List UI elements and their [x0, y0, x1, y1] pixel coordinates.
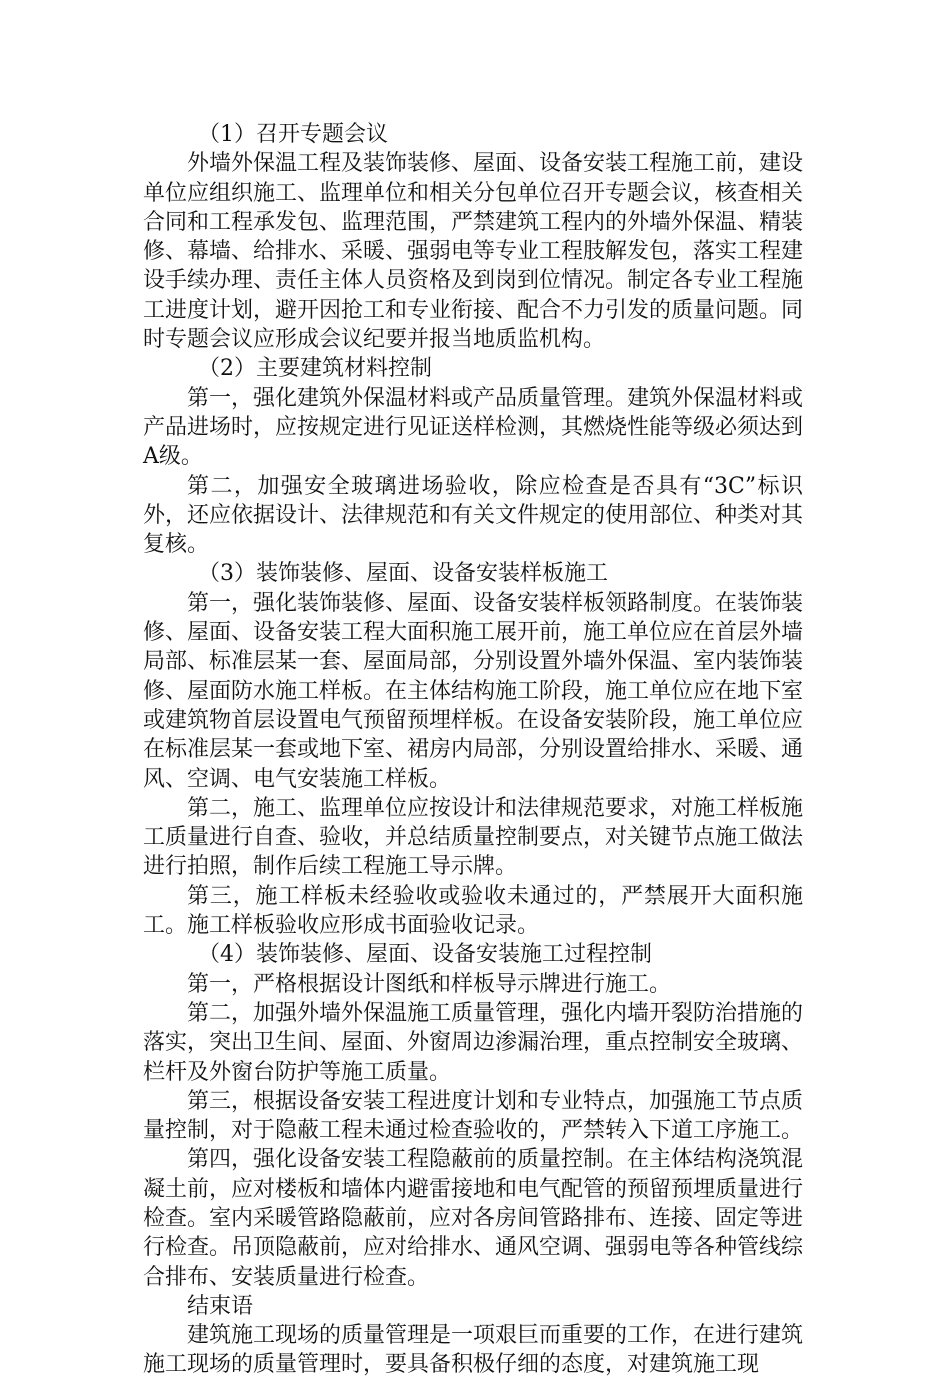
section-4-paragraph-3: 第三，根据设备安装工程进度计划和专业特点，加强施工节点质量控制，对于隐蔽工程未通过检查验收的，严禁转入下道工序施工。 [143, 1088, 804, 1144]
section-4-paragraph-1: 第一，严格根据设计图纸和样板导示牌进行施工。 [187, 971, 672, 997]
section-3-paragraph-1: 第一，强化装饰装修、屋面、设备安装样板领路制度。在装饰装修、屋面、设备安装工程大面积施工展开前，施工单位应在首层外墙局部、标准层某一套、屋面局部，分别设置外墙外保温、室内装饰装修、屋面防水施工样板。在主体结构施工阶段，施工单位应在地下室或建筑物首层设置电气预留预埋样板。在设备安装阶段，施工单位应在标准层某一套或地下室、裙房内局部，分别设置给排水、采暖、通风、空调、电气安装施工样板。 [143, 590, 804, 792]
section-3-paragraph-2: 第二，施工、监理单位应按设计和法律规范要求，对施工样板施工质量进行自查、验收，并总结质量控制要点，对关键节点施工做法进行拍照，制作后续工程施工导示牌。 [143, 795, 804, 880]
section-heading-2: （2）主要建筑材料控制 [198, 356, 432, 382]
section-4-paragraph-2: 第二，加强外墙外保温施工质量管理，强化内墙开裂防治措施的落实，突出卫生间、屋面、外窗周边渗漏治理，重点控制安全玻璃、栏杆及外窗台防护等施工质量。 [143, 1000, 804, 1085]
conclusion-title: 结束语 [187, 1293, 254, 1319]
section-heading-1: （1）召开专题会议 [198, 122, 388, 147]
section-4-paragraph-4: 第四，强化设备安装工程隐蔽前的质量控制。在主体结构浇筑混凝土前，应对楼板和墙体内避雷接地和电气配管的预留预埋质量进行检查。室内采暖管路隐蔽前，应对各房间管路排布、连接、固定等进行检查。吊顶隐蔽前，应对给排水、通风空调、强弱电等各种管线综合排布、安装质量进行检查。 [143, 1147, 804, 1290]
document-body [143, 120, 803, 1380]
section-heading-4: （4）装饰装修、屋面、设备安装施工过程控制 [198, 942, 652, 968]
section-2-paragraph-2: 第二，加强安全玻璃进场验收，除应检查是否具有“3C”标识外，还应依据设计、法律规范和有关文件规定的使用部位、种类对其复核。 [143, 473, 804, 558]
section-heading-3: （3）装饰装修、屋面、设备安装样板施工 [198, 561, 608, 587]
conclusion-paragraph: 建筑施工现场的质量管理是一项艰巨而重要的工作，在进行建筑施工现场的质量管理时，要具备积极仔细的态度，对建筑施工现 [143, 1323, 804, 1378]
section-2-paragraph-1: 第一，强化建筑外保温材料或产品质量管理。建筑外保温材料或产品进场时，应按规定进行见证送样检测，其燃烧性能等级必须达到A级。 [143, 385, 804, 470]
section-3-paragraph-3: 第三，施工样板未经验收或验收未通过的，严禁展开大面积施工。施工样板验收应形成书面验收记录。 [143, 883, 803, 939]
section-1-paragraph: 外墙外保温工程及装饰装修、屋面、设备安装工程施工前，建设单位应组织施工、监理单位和相关分包单位召开专题会议，核查相关合同和工程承发包、监理范围，严禁建筑工程内的外墙外保温、精装修、幕墙、给排水、采暖、强弱电等专业工程肢解发包，落实工程建设手续办理、责任主体人员资格及到岗到位情况。制定各专业工程施工进度计划，避开因抢工和专业衔接、配合不力引发的质量问题。同时专题会议应形成会议纪要并报当地质监机构。 [143, 151, 804, 353]
